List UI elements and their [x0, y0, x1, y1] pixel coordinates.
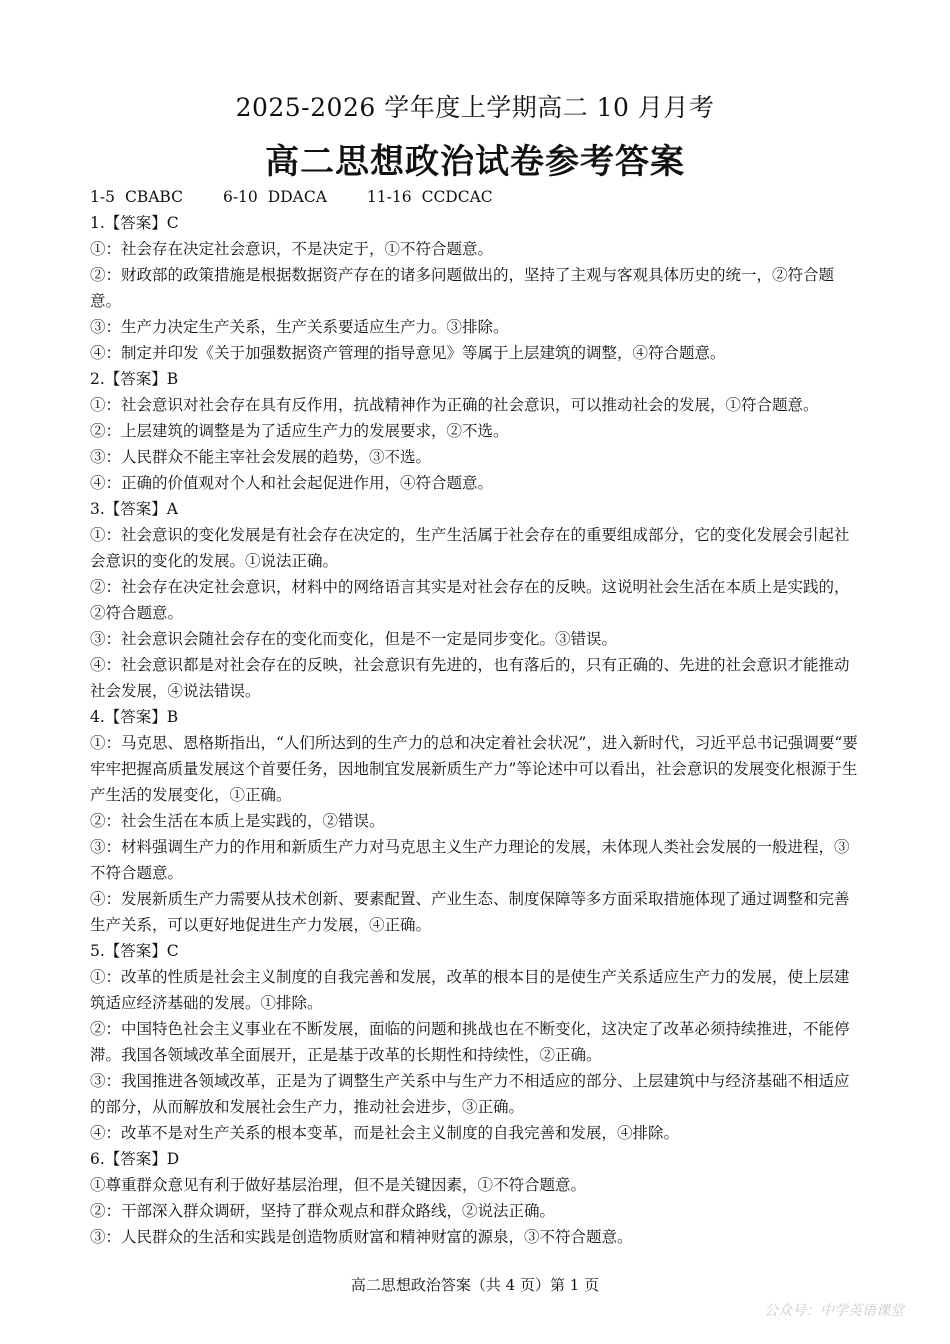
explanation-line: ②：干部深入群众调研，坚持了群众观点和群众路线，②说法正确。: [90, 1202, 556, 1220]
question-block: [90, 938, 862, 1146]
explanation-line: ④：社会意识都是对社会存在的反映，社会意识有先进的，也有落后的，只有正确的、先进的社会意识才能推动社会发展，④说法错误。: [90, 656, 850, 700]
explanation-line: ②：财政部的政策措施是根据数据资产存在的诸多问题做出的，坚持了主观与客观具体历史的统一，②符合题意。: [90, 266, 835, 310]
explanation-line: ④：发展新质生产力需要从技术创新、要素配置、产业生态、制度保障等多方面采取措施体现了通过调整和完善生产关系，可以更好地促进生产力发展，④正确。: [90, 890, 850, 934]
answer-key-group: 1-5 CBABC: [90, 188, 183, 206]
question-block: [90, 704, 862, 938]
question-block: [90, 366, 862, 496]
explanation-line: ③：人民群众不能主宰社会发展的趋势，③不选。: [90, 448, 432, 466]
explanation-line: ①：社会存在决定社会意识，不是决定于，①不符合题意。: [90, 240, 494, 258]
document-title: 高二思想政治试卷参考答案: [265, 142, 685, 182]
watermark: 公众号：中学英语课堂: [764, 1303, 904, 1319]
explanation-line: ②：中国特色社会主义事业在不断发展，面临的问题和挑战也在不断变化，这决定了改革必须持续推进，不能停滞。我国各领域改革全面展开，正是基于改革的长期性和持续性，②正确。: [90, 1020, 850, 1064]
explanation-line: ②：上层建筑的调整是为了适应生产力的发展要求，②不选。: [90, 422, 509, 440]
answer-content: [90, 184, 862, 1250]
question-block: [90, 496, 862, 704]
question-block: [90, 210, 862, 366]
explanation-line: ③：我国推进各领域改革，正是为了调整生产关系中与生产力不相适应的部分、上层建筑中与经济基础不相适应的部分，从而解放和发展社会生产力，推动社会进步，③正确。: [90, 1072, 850, 1116]
explanation-line: ③：人民群众的生活和实践是创造物质财富和精神财富的源泉，③不符合题意。: [90, 1228, 633, 1246]
question-heading: 2.【答案】B: [90, 370, 179, 388]
explanation-line: ①：社会意识对社会存在具有反作用，抗战精神作为正确的社会意识，可以推动社会的发展，①符合题意。: [90, 396, 819, 414]
explanation-line: ②：社会存在决定社会意识，材料中的网络语言其实是对社会存在的反映。这说明社会生活在本质上是实践的，②符合题意。: [90, 578, 850, 622]
question-heading: 4.【答案】B: [90, 708, 179, 726]
explanation-line: ③：生产力决定生产关系，生产关系要适应生产力。③排除。: [90, 318, 509, 336]
explanation-line: ①：社会意识的变化发展是有社会存在决定的，生产生活属于社会存在的重要组成部分，它的变化发展会引起社会意识的变化的发展。①说法正确。: [90, 526, 850, 570]
explanation-line: ④：正确的价值观对个人和社会起促进作用，④符合题意。: [90, 474, 494, 492]
explanation-line: ④：改革不是对生产关系的根本变革，而是社会主义制度的自我完善和发展，④排除。: [90, 1124, 680, 1142]
answer-key-group: 11-16 CCDCAC: [366, 188, 493, 206]
explanation-line: ①尊重群众意见有利于做好基层治理，但不是关键因素，①不符合题意。: [90, 1176, 587, 1194]
explanation-line: ②：社会生活在本质上是实践的，②错误。: [90, 812, 385, 830]
explanation-line: ③：社会意识会随社会存在的变化而变化，但是不一定是同步变化。③错误。: [90, 630, 618, 648]
question-block: [90, 1146, 862, 1250]
question-heading: 5.【答案】C: [90, 942, 179, 960]
question-heading: 3.【答案】A: [90, 500, 178, 518]
question-heading: 6.【答案】D: [90, 1150, 180, 1168]
explanation-line: ③：材料强调生产力的作用和新质生产力对马克思主义生产力理论的发展，未体现人类社会发展的一般进程，③不符合题意。: [90, 838, 850, 882]
explanation-line: ①：马克思、恩格斯指出，“人们所达到的生产力的总和决定着社会状况”，进入新时代，习近平总书记强调要“要牢牢把握高质量发展这个首要任务，因地制宜发展新质生产力”等论述中可以看出，社会意识的发展变化根源于生产生活的发展变化，①正确。: [90, 734, 858, 804]
exam-title: 2025-2026 学年度上学期高二 10 月月考: [235, 93, 715, 122]
answer-key-group: 6-10 DDACA: [222, 188, 327, 206]
page-footer: 高二思想政治答案（共 4 页）第 1 页: [350, 1276, 600, 1294]
question-heading: 1.【答案】C: [90, 214, 179, 232]
answer-key-line: [90, 184, 862, 210]
explanation-line: ④：制定并印发《关于加强数据资产管理的指导意见》等属于上层建筑的调整，④符合题意。: [90, 344, 726, 362]
explanation-line: ①：改革的性质是社会主义制度的自我完善和发展，改革的根本目的是使生产关系适应生产力的发展，使上层建筑适应经济基础的发展。①排除。: [90, 968, 850, 1012]
